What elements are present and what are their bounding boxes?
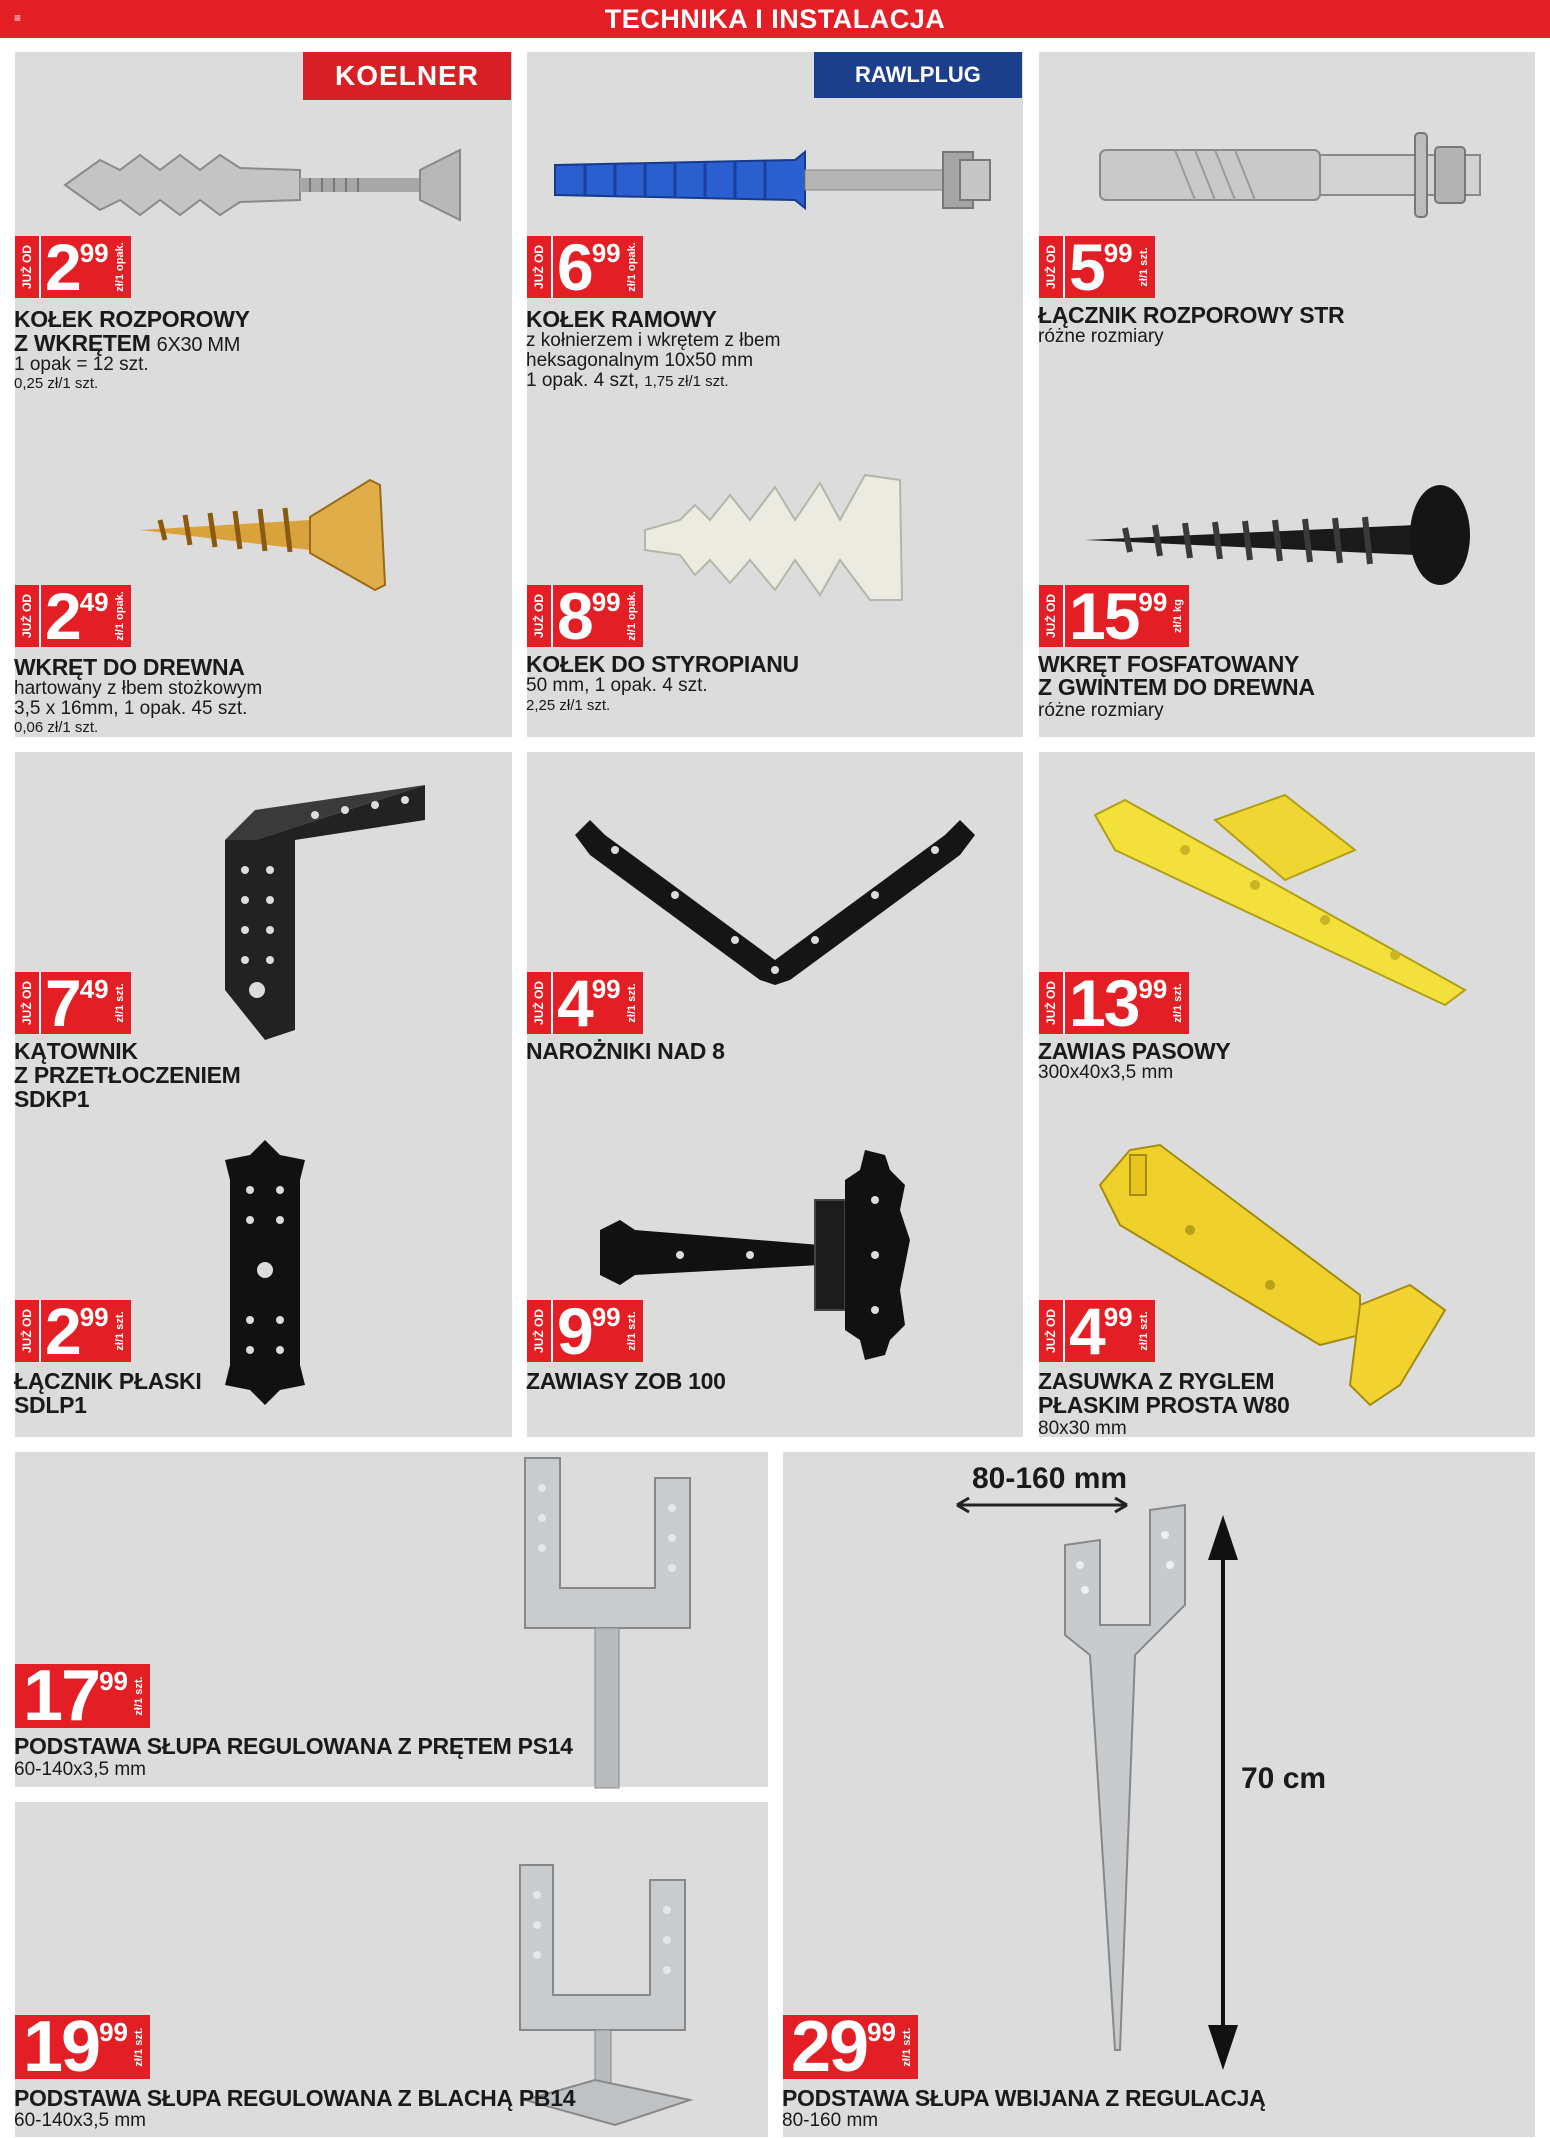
- unit-price-note: 0,06 zł/1 szt.: [14, 719, 99, 736]
- wall-plug-with-screw-image: [60, 140, 460, 230]
- price-tag: JUŻ OD 5 99 zł/1 szt.: [1039, 236, 1155, 298]
- corner-bracket-image: [575, 815, 975, 985]
- product-name-line2: SDLP1: [14, 1392, 87, 1418]
- price-tag: JUŻ OD 8 99 zł/1 opak.: [527, 585, 643, 647]
- unit-price-note: 0,25 zł/1 szt.: [14, 375, 99, 392]
- price-tag: JUŻ OD 2 99 zł/1 opak.: [15, 236, 131, 298]
- price-tag: JUŻ OD 9 99 zł/1 szt.: [527, 1300, 643, 1362]
- frame-plug-image: [555, 140, 995, 220]
- product-desc: hartowany z łbem stożkowym: [14, 678, 263, 699]
- product-desc: różne rozmiary: [1038, 700, 1164, 721]
- product-name-line2: Z PRZETŁOCZENIEM: [14, 1062, 241, 1088]
- price-tag: 29 99 zł/1 szt.: [783, 2015, 918, 2079]
- page-header: [0, 0, 1550, 38]
- product-desc: 300x40x3,5 mm: [1038, 1062, 1174, 1083]
- unit-price-note: 2,25 zł/1 szt.: [526, 697, 611, 714]
- price-tag: 17 99 zł/1 szt.: [15, 1664, 150, 1728]
- product-desc: 1 opak = 12 szt.: [14, 354, 149, 375]
- product-name: PODSTAWA SŁUPA REGULOWANA Z BLACHĄ PB14: [14, 2085, 576, 2111]
- product-name: ŁĄCZNIK PŁASKI: [14, 1368, 202, 1394]
- price-tag: JUŻ OD 7 49 zł/1 szt.: [15, 972, 131, 1034]
- height-dimension-label: 70 cm: [1241, 1762, 1327, 1795]
- t-hinge-image: [600, 1150, 930, 1360]
- product-name: ZAWIASY ZOB 100: [526, 1368, 726, 1394]
- product-name: KOŁEK RAMOWY: [526, 306, 717, 332]
- product-name: KOŁEK ROZPOROWY: [14, 306, 250, 332]
- product-name: WKRĘT FOSFATOWANY: [1038, 651, 1300, 677]
- product-name: WKRĘT DO DREWNA: [14, 654, 245, 680]
- price-tag: JUŻ OD 2 49 zł/1 opak.: [15, 585, 131, 647]
- product-desc: różne rozmiary: [1038, 326, 1164, 347]
- styrofoam-plug-image: [640, 475, 910, 605]
- product-desc: 80x30 mm: [1038, 1418, 1127, 1439]
- product-name: NAROŻNIKI NAD 8: [526, 1038, 725, 1064]
- product-desc: 50 mm, 1 opak. 4 szt.: [526, 675, 708, 696]
- product-desc-line3: 1 opak. 4 szt, 1,75 zł/1 szt.: [526, 370, 729, 391]
- product-desc: 60-140x3,5 mm: [14, 2110, 147, 2131]
- product-name: KOŁEK DO STYROPIANU: [526, 651, 799, 677]
- product-name-line3: SDKP1: [14, 1086, 90, 1112]
- product-desc: 80-160 mm: [782, 2110, 879, 2131]
- product-desc: 60-140x3,5 mm: [14, 1759, 147, 1780]
- vertical-arrow-icon: [1205, 1515, 1241, 2075]
- product-desc: z kołnierzem i wkrętem z łbem: [526, 330, 781, 351]
- menu-icon[interactable]: ≡: [14, 11, 22, 25]
- price-tag: JUŻ OD 4 99 zł/1 szt.: [527, 972, 643, 1034]
- product-name-line2: PŁASKIM PROSTA W80: [1038, 1392, 1290, 1418]
- expansion-anchor-image: [1095, 125, 1495, 225]
- page-title: TECHNIKA I INSTALACJA: [604, 4, 946, 34]
- product-name: KĄTOWNIK: [14, 1038, 138, 1064]
- wood-screw-image: [140, 475, 390, 595]
- price-tag: JUŻ OD 15 99 zł/1 kg: [1039, 585, 1189, 647]
- rawlplug-logo: RAWLPLUG: [814, 52, 1022, 98]
- price-tag: JUŻ OD 13 99 zł/1 szt.: [1039, 972, 1189, 1034]
- product-name: ZAWIAS PASOWY: [1038, 1038, 1231, 1064]
- price-tag: JUŻ OD 4 99 zł/1 szt.: [1039, 1300, 1155, 1362]
- phosphated-screw-image: [1085, 480, 1475, 590]
- product-name: ŁĄCZNIK ROZPOROWY STR: [1038, 302, 1345, 328]
- width-dimension-label: 80-160 mm: [972, 1462, 1128, 1495]
- product-name: PODSTAWA SŁUPA REGULOWANA Z PRĘTEM PS14: [14, 1733, 573, 1759]
- product-name-line2: Z WKRĘTEM 6X30 MM: [14, 330, 241, 356]
- koelner-logo: KOELNER: [303, 52, 511, 100]
- price-tag: JUŻ OD 2 99 zł/1 szt.: [15, 1300, 131, 1362]
- product-name: PODSTAWA SŁUPA WBIJANA Z REGULACJĄ: [782, 2085, 1266, 2111]
- product-name: ZASUWKA Z RYGLEM: [1038, 1368, 1275, 1394]
- flat-connector-image: [220, 1140, 310, 1405]
- product-name-line2: Z GWINTEM DO DREWNA: [1038, 674, 1315, 700]
- price-tag: 19 99 zł/1 szt.: [15, 2015, 150, 2079]
- angle-bracket-image: [215, 780, 425, 1050]
- product-desc-line2: heksagonalnym 10x50 mm: [526, 350, 754, 371]
- product-desc-line2: 3,5 x 16mm, 1 opak. 45 szt.: [14, 698, 248, 719]
- driven-post-support-image: [1055, 1505, 1195, 2065]
- price-tag: JUŻ OD 6 99 zł/1 opak.: [527, 236, 643, 298]
